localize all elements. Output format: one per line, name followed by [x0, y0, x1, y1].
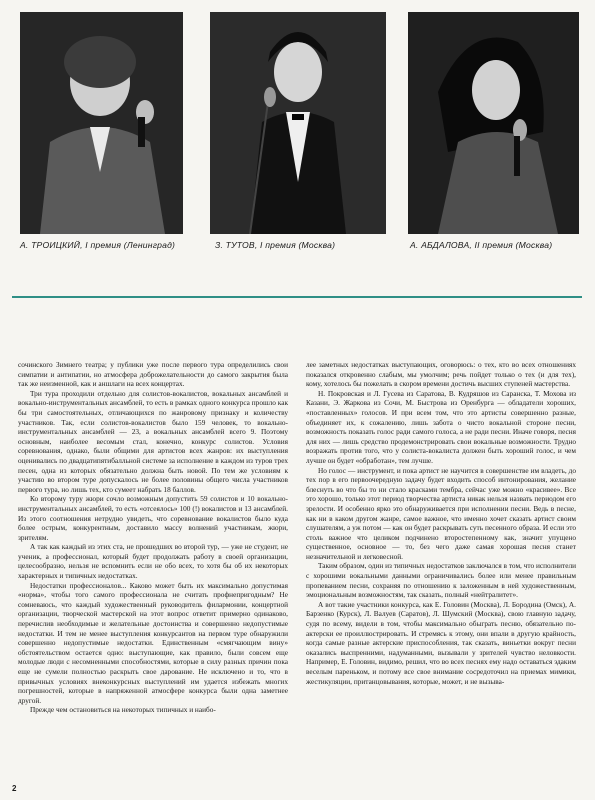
photo-troitsky — [20, 12, 183, 234]
caption-tutov: З. ТУТОВ, I премия (Москва) — [215, 240, 336, 250]
right-text-column — [306, 360, 576, 780]
paragraph: Три тура проходили отдельно для солистов-вокалистов, вокальных ансамблей и вокально-инструментальных ансамблей, то есть в рамках одного конкурса прошло как бы три самостоятельных, отличающихся по жанровому признаку и количеству участников. Так, если солистов-вокалистов было 159 человек, то вокально-инструментальных ансамблей — 23, а вокальных ансамблей всего 9. Поэтому основным, наиболее весомым стал, конечно, конкурс солистов. Условия соревнования, однако, были общими для артистов всех жанров: их выступления оценивались по двадцатипятибалльной системе за исполнение в каждом из туров трех песен, одна из которых обязательно должна быть новой. По тем же условиям к участию во втором туре допускалось не более половины общего числа участников первого тура, но лишь тех, кто сумеет набрать 18 баллов. — [18, 388, 288, 494]
paragraph: А так как каждый из этих ста, не прошедших во второй тур, — уже не студент, не ученик, а профессионал, который будет продолжать работу в своей организации, целесообразно, нельзя не вспомнить если не обо всех, то хотя бы об их некоторых характерных и типичных недостатках. — [18, 542, 288, 581]
paragraph: лее заметных недостатках выступающих, оговорюсь: о тех, кто во всех отношениях показался откровенно слабым, мы умолчим; речь пойдет только о тех (и для тех), кому, хотелось бы пожелать в скором времени достичь высших ступеней мастерства. — [306, 360, 576, 389]
photo-abdalova — [408, 12, 579, 234]
paragraph: Прежде чем остановиться на некоторых типичных и наибо- — [30, 705, 216, 715]
paragraph: Н. Покровская и Л. Гусева из Саратова, В. Кудряшов из Саранска, Т. Мохова из Казани, Э. Жаркова из Сочи, М. Быстрова из Оренбурга — обладатели хороших, «поставленных» голосов. И при всем том, что это артисты совершенно разные, объединяет их, к сожалению, лишь забота о чисто вокальной стороне песни, возможность показать голос ради самого голоса, а не ради песни. Иначе говоря, песня для них — лишь средство продемонстрировать свои вокальные возможности. Трудно возражать против того, что у солиста-вокалиста должен быть хороший голос, и чем лучше он будет «обработан», тем лучше. — [306, 388, 576, 465]
paragraph: Ко второму туру жюри сочло возможным допустить 59 солистов и 10 вокально-инструментальных ансамблей, то есть «отсеялось» 100 (!) вокалистов и 13 ансамблей. Из этого соотношения нетрудно увидеть, что соревнование вокалистов было куда более острым, конкурентным, доставило массу волнений участникам, жюри, зрителям. — [18, 494, 288, 542]
caption-abdalova: А. АБДАЛОВА, II премия (Москва) — [410, 240, 553, 250]
paragraph: А вот такие участники конкурса, как Е. Головин (Москва), Л. Бородина (Омск), А. Барзенко (Курск), Л. Валуев (Саратов), Л. Шумский (Москва), свою главную задачу, судя по всему, видели в том, чтобы максимально обыграть песню, обязательно по-актерски ее проиллюстрировать. И стремясь к этому, они впали в другую крайность, когда самые разные актерские приспособления, так сказать, виньетки вокруг песни оказались выспренними, надуманными, вызывали у зрителей чувство неловкости. Например, Е. Головин, видимо, решил, что во всех песнях ему надо оставаться эдаким веселым пареньком, и потому все свое внимание сосредоточил на приемах мимики, жестикуляции, пританцовывания, которые, может, и не вызыва- — [306, 599, 576, 686]
photo-tutov — [210, 12, 386, 234]
paragraph: сочинского Зимнего театра; у публики уже после первого тура определились свои симпатии и антипатии, но атмосфера доброжелательности до самого закрытия была так же неизменной, как и аншлаги на всех концертах. — [18, 360, 288, 389]
paragraph: Недостатки профессионалов... Каково может быть их максимально допустимая «норма», чтобы того самого профессионала не считать профнепригодным? Не сомневаюсь, что каждый художественный руководитель филармонии, концертной организации, творческой мастерской на этот вопрос ответит примерно одинаково, перечислив необходимые и желательные достоинства и совершенно недопустимые недостатки. И тем не менее выступления конкурсантов на первом туре обнаружили совершенно недопустимые недостатки. Единственным «смягчающим вину» обстоятельством остается одно: выступающие, как правило, были совсем еще молодые люди с несомненными способностями, которые в силу разных причин пока еще не сумели полностью раскрыть свое дарование. Не исключено и то, что в привычных условиях внеконкурсных выступлений им удается избежать многих погрешностей, которые в напряженной атмосфере конкурса были одна заметнее другой. — [18, 580, 288, 705]
page-number: 2 — [12, 784, 17, 793]
caption-troitsky: А. ТРОИЦКИЙ, I премия (Ленинград) — [20, 240, 176, 250]
paragraph: Таким образом, один из типичных недостатков заключался в том, что исполнители с хорошими вокальными данными ограничивались более или менее правильным пропеванием песни, сохраняя по отношению к заложенным в ней художественным, эмоциональным возможностям, так сказать, полный «нейтралитет». — [306, 561, 576, 600]
left-text-column — [18, 360, 288, 780]
section-divider — [12, 296, 582, 298]
paragraph: Но голос — инструмент, и пока артист не научится в совершенстве им владеть, до тех пор в его первоочередную задачу будет входить способ интонирования, желание блеснуть во что бы то ни стало красками тембра, сейчас уже можно «красивее». Все это хорошо, только этот период творчества артиста никак нельзя назвать периодом его зрелости. И особенно ярко это обнаруживается при исполнении песни. Ведь в песне, как ни в каком другом жанре, самое важное, что именно хочет сказать артист своим слушателям, а уж потом — как он будет раскрывать суть песенного образа. И если это столь важное что целиком подчинено второстепенному как, значит упущено существенное, основное — то, без чего даже самая хорошая песня станет незначительной и легковесной. — [306, 465, 576, 561]
